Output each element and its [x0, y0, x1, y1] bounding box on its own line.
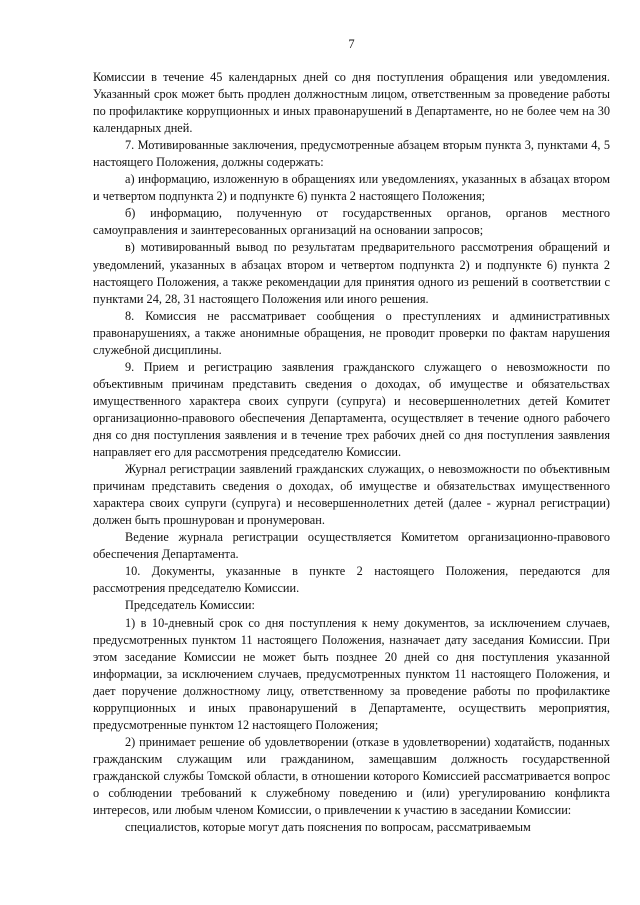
paragraph: 10. Документы, указанные в пункте 2 настоящего Положения, передаются для рассмотрения председателю Комиссии. [93, 564, 610, 596]
paragraph: Председатель Комиссии: [125, 598, 255, 613]
paragraph: а) информацию, изложенную в обращениях или уведомлениях, указанных в абзацах втором и четвертом подпункта 2) и подпункте 6) пункта 2 настоящего Положения; [93, 172, 610, 204]
paragraph: специалистов, которые могут дать пояснения по вопросам, рассматриваемым [125, 820, 531, 835]
paragraph: 7. Мотивированные заключения, предусмотренные абзацем вторым пункта 3, пунктами 4, 5 настоящего Положения, должны содержать: [93, 138, 610, 170]
paragraph: Ведение журнала регистрации осуществляется Комитетом организационно-правового обеспечения Департамента. [93, 530, 610, 562]
paragraph: в) мотивированный вывод по результатам предварительного рассмотрения обращений и уведомлений, указанных в абзацах втором и четвертом подпункта 2) и подпункте 6) пункта 2 настоящего Положения, а также рекомендации для принятия одного из решений в соответствии с пунктами 24, 28, 31 настоящего Положения или иного решения. [93, 240, 610, 306]
paragraph: 2) принимает решение об удовлетворении (отказе в удовлетворении) ходатайств, поданных гражданским служащим или гражданином, замещавшим должность государственной гражданской службы Томской области, в отношении которого Комиссией рассматривается вопрос о соблюдении требований к служебному поведению и (или) урегулированию конфликта интересов, или любым членом Комиссии, о привлечении к участию в заседании Комиссии: [93, 734, 610, 818]
paragraph: 1) в 10-дневный срок со дня поступления к нему документов, за исключением случаев, предусмотренных пунктом 11 настоящего Положения, назначает дату заседания Комиссии. При этом заседание Комиссии не может быть позднее 20 дней со дня поступления указанной информации, за исключением случаев, предусмотренных пунктом 11 настоящего Положения, и дает поручение должностному лицу, ответственному за проведение работы по профилактике коррупционных и иных правонарушений в Департаменте, осуществить мероприятия, предусмотренные пунктом 12 настоящего Положения; [93, 615, 610, 732]
document-body [93, 69, 610, 836]
paragraph: 8. Комиссия не рассматривает сообщения о преступлениях и административных правонарушениях, а также анонимные обращения, не проводит проверки по фактам нарушения служебной дисциплины. [93, 308, 610, 357]
paragraph: 9. Прием и регистрацию заявления гражданского служащего о невозможности по объективным причинам представить сведения о доходах, об имуществе и обязательствах имущественного характера своих супруги (супруга) и несовершеннолетних детей Комитет организационно-правового обеспечения Департамента, осуществляет в течение одного рабочего дня со дня поступления заявления и в течение трех рабочих дней со дня поступления заявления направляет его для рассмотрения председателю Комиссии. [93, 359, 610, 460]
paragraph: Журнал регистрации заявлений гражданских служащих, о невозможности по объективным причинам представить сведения о доходах, об имуществе и обязательствах имущественного характера своих супруги (супруга) и несовершеннолетних детей (далее - журнал регистрации) должен быть прошнурован и пронумерован. [93, 462, 610, 528]
page-number: 7 [348, 37, 355, 51]
paragraph: Комиссии в течение 45 календарных дней со дня поступления обращения или уведомления. Указанный срок может быть продлен должностным лицом, ответственным за проведение работы по профилактике коррупционных и иных правонарушений в Департаменте, но не более чем на 30 календарных дней. [93, 70, 610, 136]
paragraph: б) информацию, полученную от государственных органов, органов местного самоуправления и заинтересованных организаций на основании запросов; [93, 206, 610, 238]
